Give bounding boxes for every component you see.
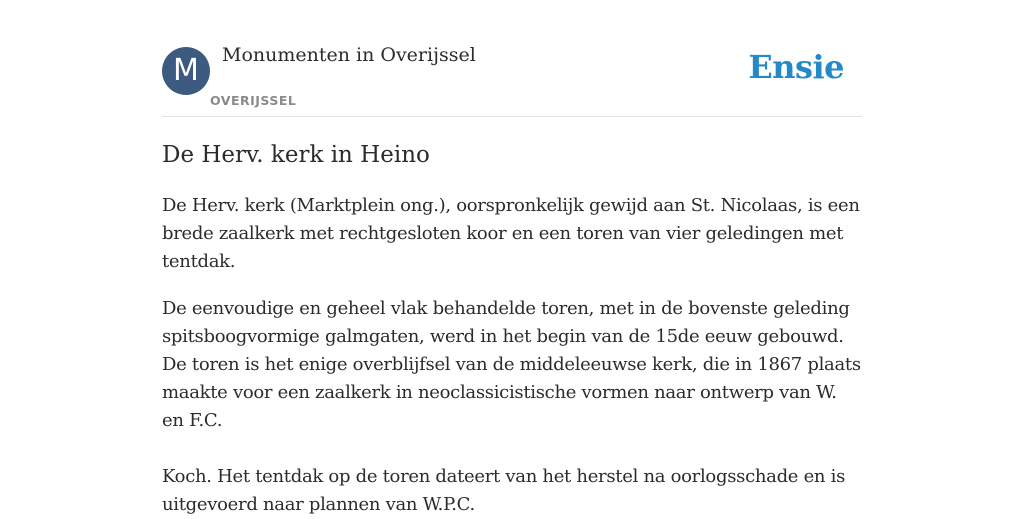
category-label[interactable]: OVERIJSSEL <box>210 93 297 108</box>
article-paragraph: De eenvoudige en geheel vlak behandelde toren, met in de bovenste geleding spitsboogvormige galmgaten, werd in het begin van de 15de eeuw gebouwd. De toren is het enige overblijfsel van de middeleeuwse kerk, die in 1867 plaats maakte voor een zaalkerk in neoclassicistische vormen naar ontwerp van W. en F.C. <box>162 298 861 431</box>
avatar[interactable]: M <box>162 47 210 95</box>
article-paragraph: Koch. Het tentdak op de toren dateert van het herstel na oorlogsschade en is uitgevoerd naar plannen van W.P.C. <box>162 466 846 515</box>
brand-logo[interactable]: Ensie <box>748 48 844 86</box>
article-title: De Herv. kerk in Heino <box>162 142 430 168</box>
article-content <box>162 139 862 519</box>
page-header <box>162 0 862 117</box>
article-paragraph: De Herv. kerk (Marktplein ong.), oorspronkelijk gewijd aan St. Nicolaas, is een brede zaalkerk met rechtgesloten koor en een toren van vier geledingen met tentdak. <box>162 195 860 272</box>
collection-title[interactable]: Monumenten in Overijssel <box>222 44 476 66</box>
